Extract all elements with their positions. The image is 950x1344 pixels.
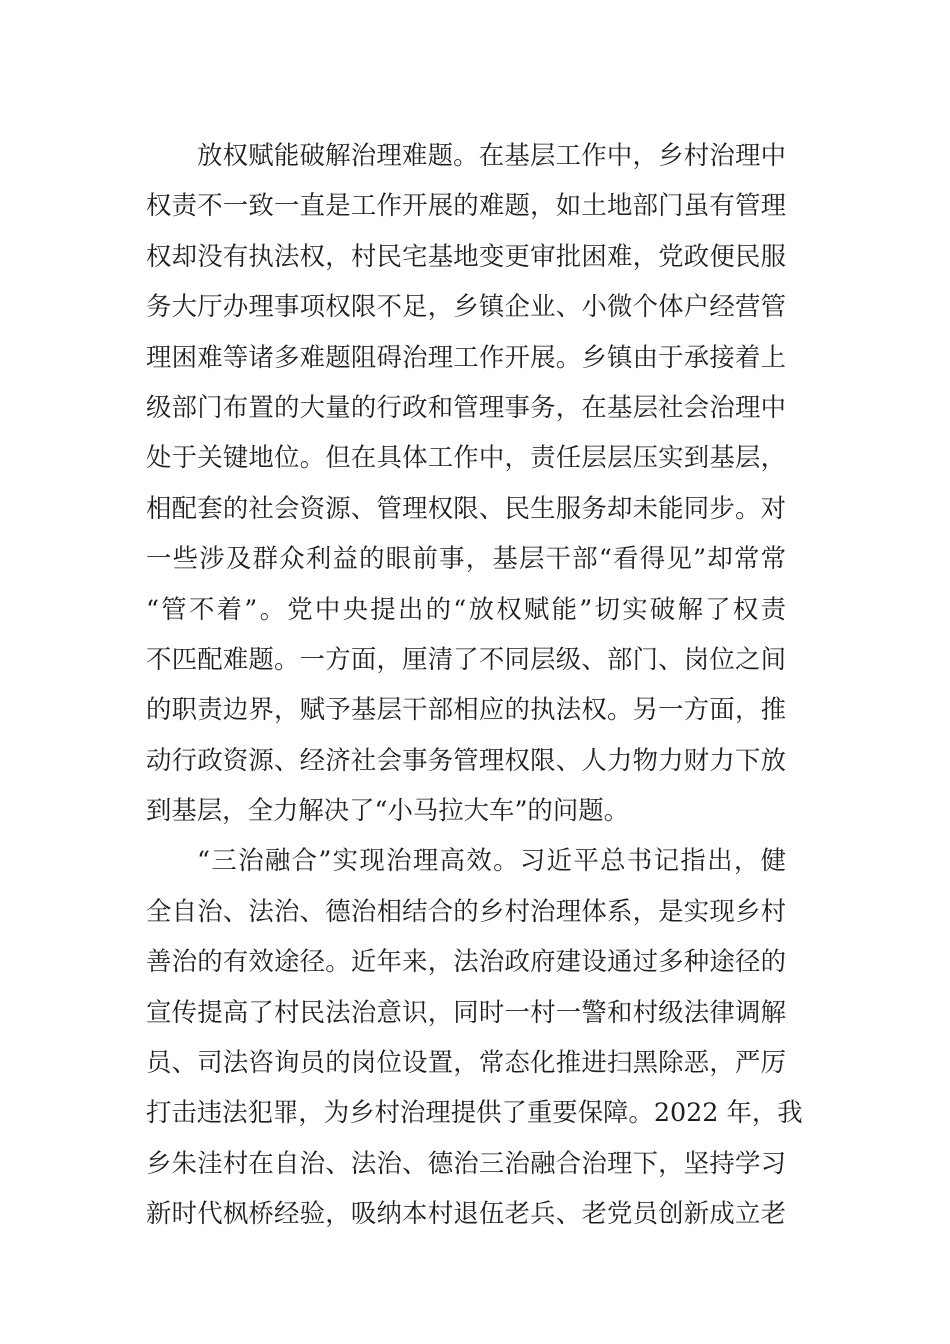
text-line: 一些涉及群众利益的眼前事，基层干部“看得见”却常常 <box>146 543 786 574</box>
text-line: 到基层，全力解决了“小马拉大车”的问题。 <box>146 795 629 826</box>
text-line: 相配套的社会资源、管理权限、民生服务却未能同步。对 <box>146 492 786 523</box>
text-line: “管不着”。党中央提出的“放权赋能”切实破解了权责 <box>146 593 786 624</box>
text-line: 员、司法咨询员的岗位设置，常态化推进扫黑除恶，严厉 <box>146 1047 786 1078</box>
text-line: 全自治、法治、德治相结合的乡村治理体系，是实现乡村 <box>146 895 786 926</box>
text-line: 动行政资源、经济社会事务管理权限、人力物力财力下放 <box>146 744 786 775</box>
text-line: 处于关键地位。但在具体工作中，责任层层压实到基层， <box>146 442 786 473</box>
text-line: 打击违法犯罪，为乡村治理提供了重要保障。2022 年，我 <box>146 1097 803 1128</box>
text-line: 权责不一致一直是工作开展的难题，如土地部门虽有管理 <box>146 190 786 221</box>
document-body <box>146 130 803 1239</box>
text-line: 权却没有执法权，村民宅基地变更审批困难，党政便民服 <box>146 240 786 271</box>
paragraph-delegation <box>146 130 786 835</box>
text-line: 级部门布置的大量的行政和管理事务，在基层社会治理中 <box>146 391 786 422</box>
text-line: 不匹配难题。一方面，厘清了不同层级、部门、岗位之间 <box>146 643 786 674</box>
text-line: 务大厅办理事项权限不足，乡镇企业、小微个体户经营管 <box>146 291 786 322</box>
paragraph-three-governance <box>146 835 803 1238</box>
text-line: 乡朱洼村在自治、法治、德治三治融合治理下，坚持学习 <box>146 1147 786 1178</box>
text-line: 新时代枫桥经验，吸纳本村退伍老兵、老党员创新成立老 <box>146 1198 786 1229</box>
text-line: 的职责边界，赋予基层干部相应的执法权。另一方面，推 <box>146 694 786 725</box>
text-line: 放权赋能破解治理难题。在基层工作中，乡村治理中 <box>197 140 786 170</box>
text-line: 理困难等诸多难题阻碍治理工作开展。乡镇由于承接着上 <box>146 341 786 372</box>
text-line: “三治融合”实现治理高效。习近平总书记指出，健 <box>197 845 786 876</box>
text-line: 善治的有效途径。近年来，法治政府建设通过多种途径的 <box>146 946 786 977</box>
text-line: 宣传提高了村民法治意识，同时一村一警和村级法律调解 <box>146 996 786 1027</box>
